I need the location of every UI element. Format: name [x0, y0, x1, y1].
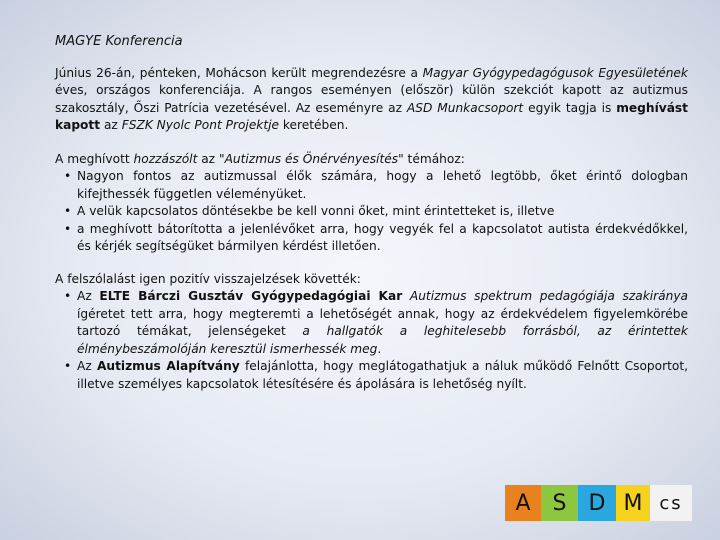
italic-run: hozzászólt: [133, 151, 198, 166]
text-run: az: [100, 118, 122, 132]
logo-letter-m: M: [616, 485, 650, 521]
list-item-text: Nagyon fontos az autizmussal élők számára, hogy a lehető legtöbb, őket érintő dologban kifejthessék független véleményüket.: [77, 169, 688, 201]
italic-run: ASD Munkacsoport: [406, 100, 524, 115]
italic-run: Autizmus spektrum pedagógiája szakiránya: [409, 289, 689, 303]
italic-run: a hallgatók a leghitelesebb forrásból, az érintettek élménybeszámolóján keresztül ismerhessék meg: [77, 324, 688, 356]
text-run: [402, 289, 410, 303]
text-run: témához:: [403, 151, 465, 166]
page-title: MAGYE Konferencia: [55, 34, 183, 49]
bullet-icon: •: [64, 169, 72, 183]
text-run: keretében.: [279, 118, 349, 132]
logo-letter-d: D: [578, 485, 616, 521]
bold-run: Autizmus Alapítvány: [96, 359, 240, 373]
logo-letters-cs: cs: [650, 485, 692, 521]
italic-run: "Autizmus és Önérvényesítés": [218, 151, 404, 166]
italic-run: Magyar Gyógypedagógusok Egyesületének: [422, 65, 688, 80]
list-item: [55, 288, 688, 358]
text-run: Az: [77, 289, 100, 303]
topic-bullet-list: [55, 168, 688, 256]
paragraph-intro: [55, 65, 688, 135]
bullet-icon: •: [64, 359, 72, 373]
bold-run: meghívást kapott: [55, 100, 688, 132]
bullet-icon: •: [64, 204, 72, 218]
document-body: [55, 33, 688, 393]
text-run: felajánlotta, hogy meglátogathatjuk a náluk működő Felnőtt Csoportot, illetve személyes kapcsolatok létesítésére és ápolására is lehetőség nyílt.: [77, 359, 689, 391]
list-item-text: A velük kapcsolatos döntésekbe be kell vonni őket, mint érintetteket is, illetve: [77, 204, 555, 218]
bold-run: ELTE Bárczi Gusztáv Gyógypedagógiai Kar: [99, 289, 403, 303]
paragraph-feedback: A felszólalást igen pozitív visszajelzések követték:: [55, 271, 361, 286]
paragraph-topic: [55, 151, 688, 169]
asdmcs-logo: [505, 485, 692, 521]
text-run: A meghívott: [55, 151, 134, 166]
text-run: egyik tagja is: [523, 100, 617, 115]
text-run: Június 26-án, pénteken, Mohácson került megrendezésre a: [55, 65, 423, 80]
list-item: [55, 168, 688, 203]
text-run: .: [377, 341, 382, 356]
list-item-text: a meghívott bátorította a jelenlévőket arra, hogy vegyék fel a kapcsolatot autista érdekvédőkkel, és kérjék segítségüket bármilyen kérdést illetően.: [77, 221, 688, 253]
list-item: [55, 358, 688, 393]
text-run: ígéretet tett arra, hogy megteremti a lehetőségét annak, hogy az érdekvédelem figyelemkörébe tartozó témákat, jelenségeket: [77, 306, 688, 338]
bullet-icon: •: [64, 221, 72, 236]
text-run: éves, országos konferenciája. A rangos eseményen (először) külön szekciót kapott az autizmus szakosztály, Őszi Patrícia vezetésével. Az eseményre az: [55, 83, 688, 115]
feedback-bullet-list: [55, 288, 688, 393]
text-run: az: [197, 151, 219, 166]
bullet-icon: •: [64, 289, 72, 303]
italic-run: FSZK Nyolc Pont Projektje: [121, 118, 280, 132]
text-run: Az: [77, 359, 97, 373]
list-item: [55, 203, 688, 221]
logo-letter-a: A: [505, 485, 541, 521]
logo-letter-s: S: [541, 485, 578, 521]
list-item: [55, 221, 688, 256]
